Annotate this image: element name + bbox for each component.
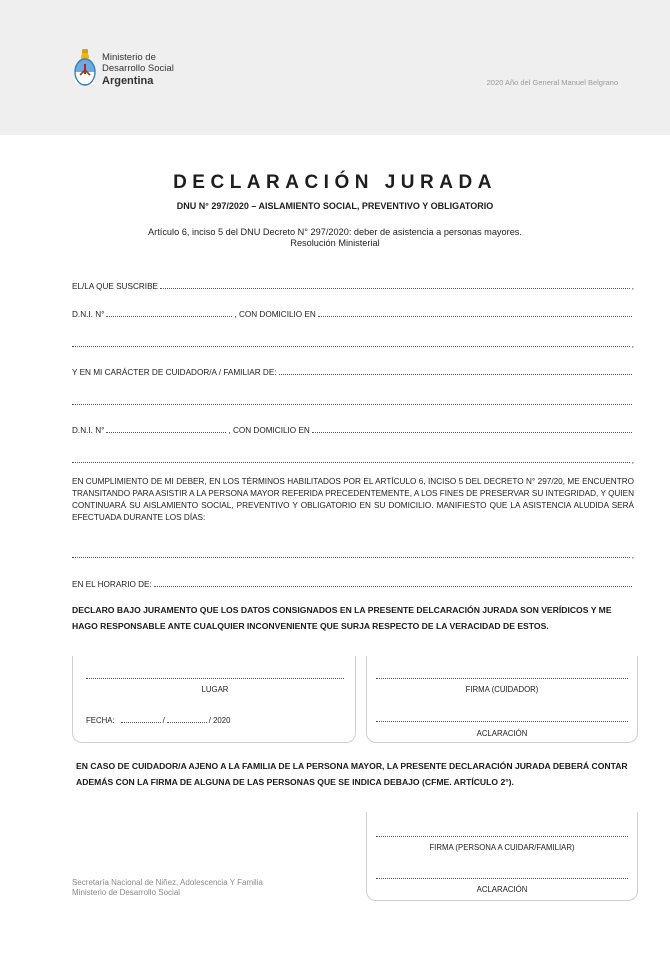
dni-field-2[interactable] — [106, 424, 226, 433]
country-name: Argentina — [102, 75, 154, 87]
domicilio-continuation-row-1 — [72, 338, 634, 349]
dni-label: D.N.I. N° — [72, 426, 105, 435]
article-reference — [0, 227, 670, 249]
article-line-1: Artículo 6, inciso 5 del DNU Decreto N° 297/2020: deber de asistencia a personas mayores. — [148, 227, 522, 237]
horario-row — [72, 578, 634, 589]
fecha-year: / 2020 — [208, 716, 231, 725]
firma-cuidador-line[interactable] — [376, 678, 628, 679]
domicilio-field-2[interactable] — [312, 424, 632, 433]
ministry-name-line2: Desarrollo Social — [102, 63, 174, 74]
ministry-logo — [72, 48, 222, 90]
comma: , — [631, 456, 634, 465]
document-subtitle: DNU N° 297/2020 – AISLAMIENTO SOCIAL, PREVENTIVO Y OBLIGATORIO — [176, 201, 494, 211]
lugar-line[interactable] — [86, 678, 344, 679]
fecha-month-field[interactable] — [167, 714, 207, 723]
aclaracion-familiar-line[interactable] — [376, 878, 628, 879]
fecha-day-field[interactable] — [121, 714, 161, 723]
dni-row-1 — [72, 308, 634, 319]
footer-organization — [72, 878, 263, 898]
suscribe-label: EL/LA QUE SUSCRIBE — [72, 282, 159, 291]
comma: , — [631, 282, 634, 291]
domicilio-field-1[interactable] — [318, 308, 632, 317]
aclaracion-familiar-label: ACLARACIÓN — [476, 885, 528, 894]
oath-statement: DECLARO BAJO JURAMENTO QUE LOS DATOS CONSIGNADOS EN LA PRESENTE DELCARACIÓN JURADA SON VERÍDICOS Y ME HAGO RESPONSABLE ANTE CUALQUIER INCONVENIENTE QUE SURJA RESPECTO DE LA VERACIDAD DE ESTOS. — [72, 605, 612, 631]
suscribe-row — [72, 280, 634, 291]
comma: , — [631, 551, 634, 560]
aclaracion-cuidador-label: ACLARACIÓN — [476, 729, 528, 738]
caregiver-note: EN CASO DE CUIDADOR/A AJENO A LA FAMILIA DE LA PERSONA MAYOR, LA PRESENTE DECLARACIÓN JURADA DEBERÁ CONTAR ADEMÁS CON LA FIRMA DE ALGUNA DE LAS PERSONAS QUE SE INDICA DEBAJO (CFME. ARTÍCULO 2°). — [76, 761, 628, 787]
dni-label: D.N.I. N° — [72, 310, 105, 319]
domicilio-label: , CON DOMICILIO EN — [228, 426, 310, 435]
footer-line-2: Ministerio de Desarrollo Social — [72, 888, 181, 897]
footer-line-1: Secretaría Nacional de Niñez, Adolescencia Y Familia — [72, 878, 263, 887]
fecha-label: FECHA: — [86, 716, 115, 725]
domicilio-continuation-row-2 — [72, 454, 634, 465]
firma-cuidador-label: FIRMA (CUIDADOR) — [465, 685, 539, 694]
caracter-continuation-row — [72, 396, 634, 407]
domicilio-continuation-field-2[interactable] — [72, 454, 630, 463]
aclaracion-cuidador-line[interactable] — [376, 721, 628, 722]
coat-of-arms-icon — [72, 48, 98, 88]
ministry-name-line1: Ministerio de — [102, 52, 156, 63]
caracter-label: Y EN MI CARÁCTER DE CUIDADOR/A / FAMILIAR DE: — [72, 368, 277, 377]
article-line-2: Resolución Ministerial — [290, 238, 380, 248]
lugar-label: LUGAR — [201, 685, 229, 694]
dias-field[interactable] — [72, 549, 630, 558]
domicilio-continuation-field-1[interactable] — [72, 338, 630, 347]
firma-familiar-line[interactable] — [376, 836, 628, 837]
horario-field[interactable] — [154, 578, 632, 587]
domicilio-label: , CON DOMICILIO EN — [234, 310, 316, 319]
dias-row — [72, 549, 634, 560]
document-title: DECLARACIÓN JURADA — [173, 172, 497, 193]
year-motto: 2020 Año del General Manuel Belgrano — [486, 78, 618, 87]
compliance-paragraph: EN CUMPLIMIENTO DE MI DEBER, EN LOS TÉRMINOS HABILITADOS POR EL ARTÍCULO 6, INCISO 5 DEL DECRETO N° 297/20, ME ENCUENTRO TRANSITANDO PARA ASISTIR A LA PERSONA MAYOR REFERIDA PRECEDENTEMENTE, A LOS FINES DE PRESERVAR SU INTEGRIDAD, Y QUIEN CONTINUARÁ SU AISLAMIENTO SOCIAL, PREVENTIVO Y OBLIGATORIO EN SU DOMICILIO. MANIFIESTO QUE LA ASISTENCIA ALUDIDA SERÁ EFECTUADA DURANTE LOS DÍAS: — [72, 477, 634, 522]
fecha-row — [86, 714, 230, 725]
caracter-field[interactable] — [279, 366, 632, 375]
dni-field-1[interactable] — [106, 308, 232, 317]
comma: , — [631, 340, 634, 349]
dni-row-2 — [72, 424, 634, 435]
fecha-separator: / — [162, 716, 165, 725]
lugar-fecha-box — [72, 656, 356, 743]
suscribe-field[interactable] — [160, 280, 630, 289]
caracter-continuation-field[interactable] — [72, 396, 632, 405]
caracter-row — [72, 366, 634, 377]
firma-familiar-label: FIRMA (PERSONA A CUIDAR/FAMILIAR) — [429, 843, 575, 852]
horario-label: EN EL HORARIO DE: — [72, 580, 152, 589]
